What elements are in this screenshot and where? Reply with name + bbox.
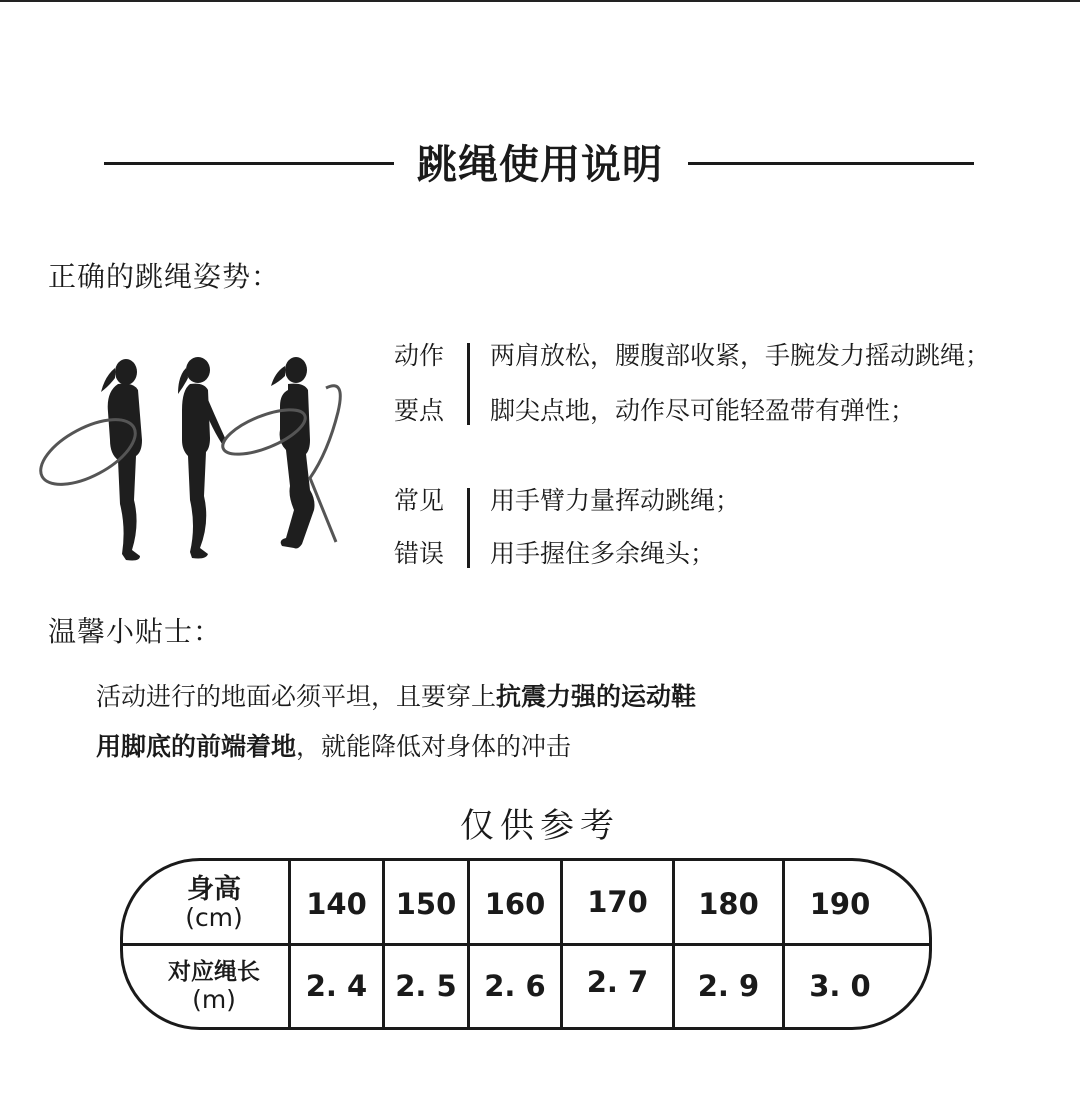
posture-heading: 正确的跳绳姿势： — [48, 260, 281, 293]
actions-label-2: 要点 — [394, 396, 445, 425]
length-value: 2. 9 — [697, 969, 760, 1003]
height-header-cell — [140, 864, 288, 944]
length-value: 2. 6 — [484, 969, 546, 1003]
figure-left — [101, 359, 142, 561]
action-point-1: 两肩放松，腰腹部收紧，手腕发力摇动跳绳； — [490, 341, 991, 370]
length-unit: (m) — [192, 985, 236, 1014]
tip-line-2 — [96, 730, 571, 764]
figure-middle — [178, 357, 226, 559]
errors-divider — [467, 488, 470, 568]
size-table — [120, 858, 932, 1030]
tip-line-1-emphasis: 抗震力强的运动鞋 — [496, 682, 697, 711]
title-block — [0, 140, 1080, 190]
top-border-line — [0, 0, 1080, 2]
error-point-2: 用手握住多余绳头； — [490, 539, 716, 568]
title-rule-left — [104, 162, 394, 165]
figure-right — [271, 357, 315, 549]
tip-line-1 — [96, 680, 696, 714]
length-header-cell — [140, 948, 288, 1024]
actions-divider — [467, 343, 470, 425]
height-value: 160 — [484, 887, 546, 921]
length-value: 2. 5 — [395, 969, 457, 1003]
height-value: 150 — [395, 887, 457, 921]
page-title: 跳绳使用说明 — [417, 142, 663, 188]
tips-heading: 温馨小贴士： — [48, 615, 223, 648]
tip-line-2-text: ，就能降低对身体的冲击 — [296, 732, 572, 761]
tip-line-2-emphasis: 用脚底的前端着地 — [96, 732, 297, 761]
height-value: 190 — [809, 887, 871, 921]
title-rule-right — [688, 162, 974, 165]
height-value: 170 — [587, 885, 648, 919]
actions-label-1: 动作 — [394, 341, 445, 370]
length-value: 2. 7 — [586, 965, 649, 999]
length-value: 3. 0 — [809, 969, 871, 1003]
height-header: 身高 — [187, 874, 241, 905]
error-point-1: 用手臂力量挥动跳绳； — [490, 486, 741, 515]
tip-line-1-text: 活动进行的地面必须平坦，且要穿上 — [96, 682, 497, 711]
reference-note: 仅供参考 — [460, 806, 620, 846]
length-header: 对应绳长 — [168, 959, 260, 985]
height-value: 180 — [698, 887, 759, 921]
rope-right — [310, 386, 340, 542]
length-value: 2. 4 — [305, 969, 368, 1003]
jump-rope-figures-illustration — [26, 340, 356, 580]
height-unit: (cm) — [185, 903, 243, 932]
errors-label-1: 常见 — [394, 486, 445, 515]
action-point-2: 脚尖点地，动作尽可能轻盈带有弹性； — [490, 396, 916, 425]
errors-label-2: 错误 — [394, 539, 445, 568]
height-value: 140 — [306, 887, 367, 921]
